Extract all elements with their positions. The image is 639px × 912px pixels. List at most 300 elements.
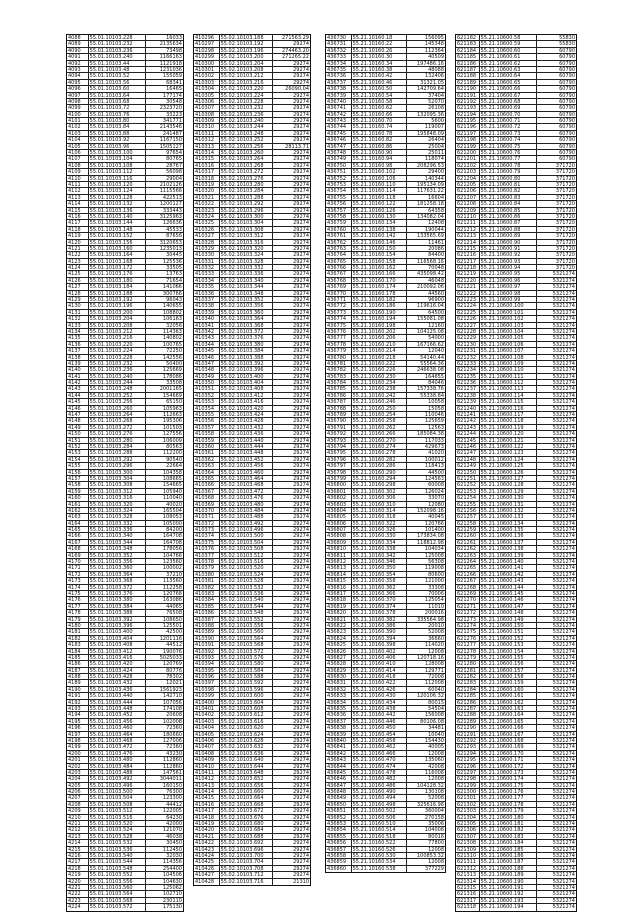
account-code-cell: 55.01.10103.488 <box>89 770 146 775</box>
account-code-cell: 55.02.10103.584 <box>220 668 273 673</box>
amount-cell: 140344 <box>424 175 444 181</box>
amount-cell: 3125963 <box>159 213 182 220</box>
account-code-cell: 55.01.10103.228 <box>89 35 146 40</box>
row-id-cell: 4098 <box>67 99 89 104</box>
row-id-cell: 436839 <box>326 732 352 737</box>
account-code-cell: 55.21.10160.454 <box>352 732 407 737</box>
row-id-cell: 410323 <box>194 208 220 213</box>
account-code-cell: 55.21.10600.101 <box>480 310 537 315</box>
amount-cell: 90540 <box>166 456 182 463</box>
account-code-cell: 55.21.10600.159 <box>480 680 537 685</box>
account-code-cell: 55.21.10160.462 <box>352 744 407 749</box>
amount-cell: 147561 <box>162 769 182 776</box>
account-code-cell: 55.01.10103.492 <box>89 776 146 781</box>
account-code-cell: 55.01.10103.564 <box>89 891 146 896</box>
account-code-cell: 55.02.10103.440 <box>220 438 273 443</box>
amount-cell: 29274 <box>293 252 309 258</box>
amount-cell: 132095.36 <box>416 111 444 118</box>
amount-cell: 121000 <box>424 578 444 584</box>
amount-cell: 5321274 <box>552 616 575 622</box>
account-code-cell: 55.21.10160.182 <box>352 297 407 302</box>
account-code-cell: 55.21.10160.330 <box>352 533 407 538</box>
amount-cell: 40005 <box>428 744 444 750</box>
amount-cell: 5321274 <box>552 405 575 412</box>
account-code-cell: 55.21.10160.42 <box>352 73 407 78</box>
row-id-cell: 621197 <box>456 131 480 136</box>
amount-cell: 32030 <box>166 853 182 859</box>
account-code-cell: 55.01.10103.416 <box>89 655 146 660</box>
row-id-cell: 621269 <box>456 591 480 596</box>
account-code-cell: 55.01.10103.220 <box>89 342 146 347</box>
amount-cell: 29274 <box>293 360 309 367</box>
account-code-cell: 55.01.10103.296 <box>89 463 146 468</box>
row-id-cell: 4139 <box>67 361 89 366</box>
amount-cell: 195134.09 <box>416 181 444 188</box>
account-code-cell: 55.21.10600.134 <box>480 521 537 526</box>
account-code-cell: 55.02.10103.392 <box>220 361 273 366</box>
row-id-cell: 621280 <box>456 661 480 666</box>
account-code-cell: 55.21.10600.64 <box>480 73 537 78</box>
row-id-cell: 436821 <box>326 617 352 622</box>
account-code-cell: 55.21.10160.234 <box>352 380 407 385</box>
account-code-cell: 55.02.10103.544 <box>220 604 273 609</box>
row-id-cell: 4138 <box>67 355 89 360</box>
amount-cell: 126024 <box>424 488 444 495</box>
amount-cell: 5321274 <box>552 424 575 431</box>
row-id-cell: 621182 <box>456 35 480 40</box>
account-code-cell: 55.02.10103.648 <box>220 770 273 775</box>
account-code-cell: 55.01.10103.232 <box>89 41 146 46</box>
account-code-cell: 55.21.10160.62 <box>352 105 407 110</box>
amount-cell: 160150 <box>162 782 182 789</box>
account-code-cell: 55.01.10103.372 <box>89 585 146 590</box>
amount-cell: 5321274 <box>552 527 575 533</box>
row-id-cell: 410373 <box>194 527 220 532</box>
row-id-cell: 621237 <box>456 386 480 391</box>
account-code-cell: 55.01.10103.348 <box>89 546 146 551</box>
row-id-cell: 410415 <box>194 795 220 800</box>
account-code-cell: 55.02.10103.256 <box>220 144 273 149</box>
account-code-cell: 55.02.10103.632 <box>220 744 273 749</box>
row-id-cell: 436855 <box>326 834 352 839</box>
amount-cell: 29274 <box>293 79 309 86</box>
account-code-cell: 55.21.10600.72 <box>480 124 537 129</box>
amount-cell: 29274 <box>293 265 309 271</box>
account-code-cell: 55.21.10600.121 <box>480 438 537 443</box>
account-code-cell: 55.01.10103.340 <box>89 533 146 538</box>
row-id-cell: 4220 <box>67 879 89 884</box>
account-code-cell: 55.21.10600.76 <box>480 150 537 155</box>
row-id-cell: 436768 <box>326 278 352 283</box>
amount-cell: 371720 <box>555 233 575 239</box>
account-code-cell: 55.21.10160.226 <box>352 367 407 372</box>
account-code-cell: 55.21.10600.156 <box>480 661 537 666</box>
account-code-cell: 55.21.10600.68 <box>480 99 537 104</box>
row-id-cell: 4202 <box>67 764 89 769</box>
amount-cell: 5321274 <box>552 328 575 335</box>
account-code-cell: 55.01.10103.392 <box>89 617 146 622</box>
account-code-cell: 55.02.10103.260 <box>220 150 273 155</box>
account-code-cell: 55.21.10600.96 <box>480 278 537 283</box>
amount-cell: 60790 <box>559 105 575 111</box>
row-id-cell: 410317 <box>194 169 220 174</box>
amount-cell: 104766 <box>162 552 182 559</box>
row-id-cell: 410419 <box>194 821 220 826</box>
account-code-cell: 55.21.10600.132 <box>480 508 537 513</box>
account-code-cell: 55.02.10103.452 <box>220 457 273 462</box>
row-id-cell: 4090 <box>67 48 89 53</box>
row-id-cell: 4134 <box>67 329 89 334</box>
account-code-cell: 55.21.10160.50 <box>352 86 407 91</box>
amount-cell: 72360 <box>166 744 182 750</box>
amount-cell: 5321274 <box>552 795 575 801</box>
account-code-cell: 55.02.10103.424 <box>220 412 273 417</box>
row-id-cell: 4175 <box>67 591 89 596</box>
row-id-cell: 621309 <box>456 847 480 852</box>
row-id-cell: 436840 <box>326 738 352 743</box>
row-id-cell: 410300 <box>194 61 220 66</box>
account-code-cell: 55.01.10103.328 <box>89 514 146 519</box>
amount-cell: 12008 <box>428 846 444 852</box>
row-id-cell: 410326 <box>194 227 220 232</box>
account-code-cell: 55.01.10103.516 <box>89 815 146 820</box>
account-code-cell: 55.01.10103.60 <box>89 86 146 91</box>
row-id-cell: 436757 <box>326 208 352 213</box>
account-code-cell: 55.02.10103.528 <box>220 578 273 583</box>
account-code-cell: 55.21.10600.89 <box>480 233 537 238</box>
amount-cell: 33308 <box>428 584 444 590</box>
row-id-cell: 621261 <box>456 540 480 545</box>
amount-cell: 29274 <box>293 226 309 233</box>
row-id-cell: 410324 <box>194 214 220 219</box>
account-code-cell: 55.21.10600.60 <box>480 48 537 53</box>
amount-cell: 29274 <box>293 520 309 527</box>
row-id-cell: 410301 <box>194 67 220 72</box>
row-id-cell: 4201 <box>67 757 89 762</box>
account-code-cell: 55.21.10160.190 <box>352 310 407 315</box>
row-id-cell: 410302 <box>194 73 220 78</box>
account-code-cell: 55.21.10160.66 <box>352 112 407 117</box>
account-code-cell: 55.21.10600.163 <box>480 706 537 711</box>
account-code-cell: 55.21.10160.326 <box>352 527 407 532</box>
row-id-cell: 410343 <box>194 335 220 340</box>
amount-cell: 5321274 <box>552 520 575 527</box>
row-id-cell: 436738 <box>326 86 352 91</box>
row-id-cell: 436763 <box>326 246 352 251</box>
row-id-cell: 436780 <box>326 355 352 360</box>
row-id-cell: 436819 <box>326 604 352 609</box>
row-id-cell: 436848 <box>326 789 352 794</box>
amount-cell: 5321274 <box>552 360 575 367</box>
row-id-cell: 4115 <box>67 208 89 213</box>
amount-cell: 1121918 <box>159 60 182 66</box>
row-id-cell: 4157 <box>67 476 89 481</box>
row-id-cell: 621283 <box>456 680 480 685</box>
amount-cell: 5321274 <box>552 539 575 546</box>
account-code-cell: 55.21.10160.346 <box>352 559 407 564</box>
account-code-cell: 55.21.10600.171 <box>480 757 537 762</box>
amount-cell: 40045 <box>428 514 444 520</box>
amount-cell: 5321274 <box>552 693 575 699</box>
account-code-cell: 55.21.10160.470 <box>352 757 407 762</box>
row-id-cell: 436853 <box>326 821 352 826</box>
row-id-cell: 4146 <box>67 406 89 411</box>
amount-cell: 78302 <box>166 674 182 680</box>
row-id-cell: 4211 <box>67 821 89 826</box>
amount-cell: 123560 <box>162 559 182 565</box>
account-code-cell: 55.02.10103.704 <box>220 859 273 864</box>
account-code-cell: 55.21.10160.306 <box>352 495 407 500</box>
row-id-cell: 621243 <box>456 425 480 430</box>
row-id-cell: 436831 <box>326 680 352 685</box>
account-code-cell: 55.21.10600.182 <box>480 827 537 832</box>
account-code-cell: 55.21.10160.186 <box>352 303 407 308</box>
row-id-cell: 436824 <box>326 636 352 641</box>
row-id-cell: 436731 <box>326 41 352 46</box>
row-id-cell: 621290 <box>456 725 480 730</box>
account-code-cell: 55.02.10103.532 <box>220 585 273 590</box>
row-id-cell: 410337 <box>194 297 220 302</box>
row-id-cell: 436765 <box>326 259 352 264</box>
row-id-cell: 436734 <box>326 61 352 66</box>
row-id-cell: 621230 <box>456 342 480 347</box>
row-id-cell: 621205 <box>456 182 480 187</box>
account-code-cell: 55.21.10160.318 <box>352 514 407 519</box>
row-id-cell: 4123 <box>67 259 89 264</box>
row-id-cell: 621282 <box>456 674 480 679</box>
row-id-cell: 621214 <box>456 240 480 245</box>
account-code-cell: 55.02.10103.296 <box>220 208 273 213</box>
amount-cell: 55338.84 <box>420 392 444 399</box>
account-code-cell: 55.02.10103.188 <box>220 35 273 40</box>
account-code-cell: 55.21.10600.152 <box>480 636 537 641</box>
amount-cell: 1235013 <box>159 245 182 252</box>
account-code-cell: 55.21.10600.125 <box>480 463 537 468</box>
row-id-cell: 621288 <box>456 712 480 717</box>
row-id-cell: 4185 <box>67 655 89 660</box>
account-code-cell: 55.02.10103.636 <box>220 751 273 756</box>
amount-cell: 113560 <box>162 578 182 584</box>
account-code-cell: 55.21.10160.482 <box>352 776 407 781</box>
account-code-cell: 55.21.10600.67 <box>480 93 537 98</box>
account-code-cell: 55.02.10103.268 <box>220 163 273 168</box>
row-id-cell: 410377 <box>194 553 220 558</box>
amount-cell: 120766 <box>424 520 444 527</box>
amount-cell: 118074 <box>424 156 444 162</box>
row-id-cell: 410344 <box>194 342 220 347</box>
row-id-cell: 436735 <box>326 67 352 72</box>
amount-cell: 3120653 <box>159 239 182 245</box>
amount-cell: 10040 <box>428 731 444 737</box>
amount-cell: 112450 <box>162 846 182 852</box>
account-code-cell: 55.21.10160.38 <box>352 67 407 72</box>
amount-cell: 190076 <box>162 648 182 654</box>
row-id-cell: 436787 <box>326 399 352 404</box>
row-id-cell: 436797 <box>326 463 352 468</box>
account-code-cell: 55.21.10160.314 <box>352 508 407 513</box>
amount-cell: 29274 <box>293 444 309 450</box>
amount-cell: 20608 <box>166 712 182 718</box>
account-code-cell: 55.21.10600.105 <box>480 335 537 340</box>
account-code-cell: 55.01.10103.208 <box>89 323 146 328</box>
account-code-cell: 55.02.10103.328 <box>220 259 273 264</box>
row-id-cell: 436764 <box>326 252 352 257</box>
row-id-cell: 410363 <box>194 463 220 468</box>
amount-cell: 371720 <box>555 258 575 265</box>
amount-cell: 29274 <box>293 245 309 252</box>
amount-cell: 60008 <box>428 482 444 488</box>
account-code-cell: 55.21.10600.69 <box>480 105 537 110</box>
account-code-cell: 55.21.10160.22 <box>352 41 407 46</box>
amount-cell: 5321274 <box>552 444 575 450</box>
amount-cell: 45533 <box>166 226 182 233</box>
amount-cell: 1505127 <box>159 143 182 150</box>
amount-cell: 100853.32 <box>416 853 444 859</box>
amount-cell: 173834.08 <box>416 533 444 539</box>
account-code-cell: 55.02.10103.368 <box>220 323 273 328</box>
row-id-cell: 621189 <box>456 80 480 85</box>
amount-cell: 30445 <box>166 252 182 258</box>
row-id-cell: 436807 <box>326 527 352 532</box>
amount-cell: 60790 <box>559 124 575 130</box>
row-id-cell: 621271 <box>456 604 480 609</box>
account-code-cell: 55.02.10103.484 <box>220 508 273 513</box>
row-id-cell: 4097 <box>67 93 89 98</box>
account-code-cell: 55.01.10103.252 <box>89 393 146 398</box>
row-id-cell: 621236 <box>456 380 480 385</box>
row-id-cell: 410400 <box>194 700 220 705</box>
row-id-cell: 621216 <box>456 252 480 257</box>
row-id-cell: 436825 <box>326 642 352 647</box>
account-code-cell: 55.01.10103.196 <box>89 303 146 308</box>
row-id-cell: 436778 <box>326 342 352 347</box>
amount-cell: 29274 <box>293 616 309 622</box>
amount-cell: 64230 <box>166 814 182 821</box>
row-id-cell: 410361 <box>194 450 220 455</box>
amount-cell: 29274 <box>293 137 309 143</box>
amount-cell: 371720 <box>555 245 575 252</box>
account-code-cell: 55.02.10103.492 <box>220 521 273 526</box>
row-id-cell: 621317 <box>456 898 480 903</box>
row-id-cell: 436745 <box>326 131 352 136</box>
amount-cell: 5321274 <box>552 316 575 322</box>
amount-cell: 29274 <box>293 105 309 111</box>
amount-cell: 29274 <box>293 533 309 539</box>
row-id-cell: 436792 <box>326 431 352 436</box>
row-id-cell: 410364 <box>194 470 220 475</box>
row-id-cell: 4108 <box>67 163 89 168</box>
account-code-cell: 55.21.10600.149 <box>480 617 537 622</box>
account-code-cell: 55.02.10103.644 <box>220 764 273 769</box>
amount-cell: 108053 <box>162 514 182 520</box>
account-code-cell: 55.01.10103.188 <box>89 291 146 296</box>
row-id-cell: 410356 <box>194 418 220 423</box>
amount-cell: 29274 <box>293 699 309 706</box>
amount-cell: 5321274 <box>552 322 575 328</box>
row-id-cell: 4216 <box>67 853 89 858</box>
row-id-cell: 410391 <box>194 642 220 647</box>
account-code-cell: 55.21.10160.506 <box>352 815 407 820</box>
row-id-cell: 621232 <box>456 355 480 360</box>
amount-cell: 3044011 <box>159 776 182 782</box>
account-code-cell: 55.01.10103.152 <box>89 233 146 238</box>
account-code-cell: 55.21.10600.87 <box>480 220 537 225</box>
account-code-cell: 55.02.10103.488 <box>220 514 273 519</box>
row-id-cell: 621234 <box>456 367 480 372</box>
amount-cell: 29274 <box>293 213 309 220</box>
amount-cell: 29274 <box>293 597 309 603</box>
account-code-cell: 55.02.10103.216 <box>220 80 273 85</box>
amount-cell: 44500 <box>428 469 444 475</box>
row-id-cell: 621263 <box>456 553 480 558</box>
account-code-cell: 55.01.10103.332 <box>89 521 146 526</box>
row-id-cell: 4110 <box>67 176 89 181</box>
amount-cell: 122005 <box>162 808 182 814</box>
amount-cell: 29274 <box>293 130 309 137</box>
account-code-cell: 55.21.10600.110 <box>480 367 537 372</box>
amount-cell: 5321274 <box>552 571 575 578</box>
account-code-cell: 55.21.10600.137 <box>480 540 537 545</box>
amount-cell: 54140.44 <box>420 354 444 360</box>
amount-cell: 29274 <box>293 239 309 245</box>
account-code-cell: 55.01.10103.44 <box>89 61 146 66</box>
row-id-cell: 410331 <box>194 259 220 264</box>
amount-cell: 134082.04 <box>416 213 444 220</box>
row-id-cell: 4209 <box>67 808 89 813</box>
row-id-cell: 410409 <box>194 757 220 762</box>
amount-cell: 29274 <box>293 865 309 872</box>
table-column-block-3 <box>325 34 446 873</box>
row-id-cell: 4144 <box>67 393 89 398</box>
row-id-cell: 410358 <box>194 431 220 436</box>
row-id-cell: 621244 <box>456 431 480 436</box>
row-id-cell: 4152 <box>67 444 89 449</box>
account-code-cell: 55.21.10160.458 <box>352 738 407 743</box>
row-id-cell: 4130 <box>67 303 89 308</box>
amount-cell: 72008 <box>428 674 444 680</box>
amount-cell: 140655 <box>162 303 182 309</box>
row-id-cell: 410336 <box>194 291 220 296</box>
row-id-cell: 410355 <box>194 412 220 417</box>
row-id-cell: 410308 <box>194 112 220 117</box>
row-id-cell: 4173 <box>67 578 89 583</box>
account-code-cell: 55.21.10600.175 <box>480 783 537 788</box>
row-id-cell: 436815 <box>326 578 352 583</box>
row-id-cell: 621302 <box>456 802 480 807</box>
account-code-cell: 55.01.10103.364 <box>89 572 146 577</box>
account-code-cell: 55.02.10103.476 <box>220 495 273 500</box>
amount-cell: 371720 <box>555 175 575 181</box>
row-id-cell: 436828 <box>326 661 352 666</box>
amount-cell: 60790 <box>559 156 575 162</box>
account-code-cell: 55.01.10103.92 <box>89 137 146 142</box>
amount-cell: 125659 <box>424 418 444 424</box>
account-code-cell: 55.01.10103.356 <box>89 559 146 564</box>
row-id-cell: 4167 <box>67 540 89 545</box>
row-id-cell: 4137 <box>67 348 89 353</box>
row-id-cell: 436743 <box>326 118 352 123</box>
row-id-cell: 410350 <box>194 380 220 385</box>
row-id-cell: 436843 <box>326 757 352 762</box>
account-code-cell: 55.01.10103.164 <box>89 252 146 257</box>
row-id-cell: 4214 <box>67 840 89 845</box>
account-code-cell: 55.21.10600.73 <box>480 131 537 136</box>
row-id-cell: 4170 <box>67 559 89 564</box>
row-id-cell: 436782 <box>326 367 352 372</box>
row-id-cell: 410320 <box>194 188 220 193</box>
row-id-cell: 4140 <box>67 367 89 372</box>
account-code-cell: 55.01.10103.88 <box>89 131 146 136</box>
